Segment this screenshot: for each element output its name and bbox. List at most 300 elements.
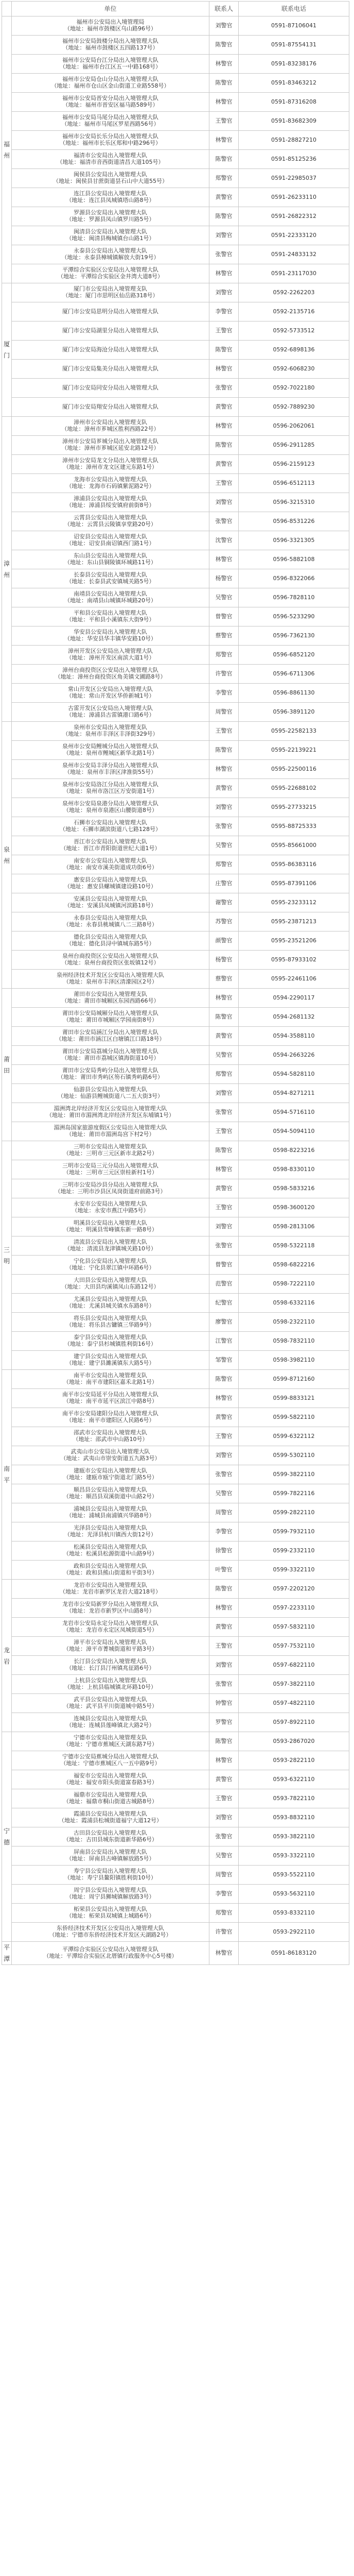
unit-name: 莆田市公安局出入境管理支队 — [74, 991, 147, 998]
contact-person: 刘警官 — [209, 16, 239, 36]
unit-address: （地址：德化县浔中镇城东路5号） — [66, 940, 155, 947]
contact-phone: 0596-8322066 — [239, 569, 349, 588]
contact-phone: 0591-26822312 — [239, 207, 349, 226]
unit-cell — [12, 341, 209, 360]
table-row — [2, 1217, 349, 1236]
contact-phone: 0595-88725333 — [239, 817, 349, 836]
unit-name: 大田县公安局出入境管理大队 — [74, 1277, 147, 1284]
contact-person: 林警官 — [209, 360, 239, 379]
unit-name: 尤溪县公安局出入境管理大队 — [74, 1296, 147, 1303]
contact-phone: 0592-7022180 — [239, 379, 349, 398]
unit-address: （地址：龙岩市新罗区龙岩大道218号） — [60, 1588, 161, 1595]
contact-phone: 0596-8861130 — [239, 684, 349, 703]
unit-name: 莆田市公安局秀屿分局出入境管理大队 — [62, 1067, 158, 1074]
unit-name: 东侨经济技术开发区公安局出入境管理大队 — [57, 1925, 164, 1932]
table-row — [2, 93, 349, 112]
unit-cell — [12, 1332, 209, 1351]
unit-address: （地址：古田县城东街道新华路6号） — [63, 1836, 157, 1843]
unit-name: 三明市公安局沙县分局出入境管理大队 — [62, 1181, 158, 1189]
contact-phone: 0594-2663226 — [239, 1046, 349, 1065]
contact-person: 庄警官 — [209, 874, 239, 893]
unit-cell — [12, 1484, 209, 1503]
unit-cell — [12, 1618, 209, 1637]
region-name: 漳州 — [3, 560, 10, 579]
contact-phone: 0596-6711306 — [239, 665, 349, 684]
contact-person: 曾警官 — [209, 1256, 239, 1275]
contact-person: 张警官 — [209, 817, 239, 836]
contact-phone: 0592-6898136 — [239, 341, 349, 360]
unit-cell — [12, 569, 209, 588]
unit-address: （地址：建宁县濉溪镇东大路5号） — [66, 1360, 155, 1366]
unit-cell — [12, 1217, 209, 1236]
contact-phone: 0593-2822110 — [239, 1751, 349, 1770]
table-row — [2, 1332, 349, 1351]
unit-cell — [12, 626, 209, 646]
contact-person: 林警官 — [209, 93, 239, 112]
contact-phone: 0599-7822116 — [239, 1484, 349, 1503]
unit-cell — [12, 836, 209, 855]
contact-person: 吴警官 — [209, 1046, 239, 1065]
unit-cell — [12, 1904, 209, 1923]
unit-address: （地址：清流县龙津镇城关路10号） — [64, 1245, 156, 1252]
unit-address: （地址：诏安县南诏镇西门路1号） — [66, 540, 155, 547]
contact-phone: 0591-83682309 — [239, 112, 349, 131]
unit-name: 寿宁县公安局出入境管理大队 — [74, 1868, 147, 1875]
contact-person: 林警官 — [209, 760, 239, 779]
unit-address: （地址：将乐县古镛镇三华路9号） — [66, 1321, 155, 1328]
unit-cell — [12, 1179, 209, 1198]
region-name: 莆田 — [3, 1055, 10, 1074]
contact-phone: 0595-22461106 — [239, 970, 349, 989]
unit-address: （地址：平潭综合实验区北厝镇行政服务中心5号楼） — [43, 1953, 178, 1959]
contact-person: 陈警官 — [209, 207, 239, 226]
unit-address: （地址：南安市溪美街道成功街6号） — [63, 864, 157, 871]
unit-name: 龙岩市公安局永定分局出入境管理大队 — [62, 1620, 158, 1627]
unit-name: 莆田市公安局城厢分局出入境管理大队 — [62, 1010, 158, 1017]
table-row — [2, 588, 349, 607]
unit-name: 南安市公安局出入境管理大队 — [74, 857, 147, 865]
unit-cell — [12, 1008, 209, 1027]
header-phone: 联系电话 — [239, 2, 349, 16]
unit-cell — [12, 1522, 209, 1541]
contact-person: 吴警官 — [209, 1846, 239, 1866]
table-row — [2, 1827, 349, 1846]
unit-address: （地址：泉州市丰泽区丰泽街329号） — [62, 731, 158, 737]
unit-address: （地址：建瓯市瓯宁街道北门路5号） — [63, 1474, 157, 1481]
unit-name: 德化县公安局出入境管理大队 — [74, 934, 147, 941]
unit-name: 福州市公安局马尾分局出入境管理大队 — [62, 114, 158, 121]
unit-address: （地址：龙海市石码镇紫泥路2号） — [66, 483, 155, 489]
unit-name: 泉州经济技术开发区公安局出入境管理大队 — [57, 972, 164, 979]
unit-name: 南平市公安局建阳分局出入境管理大队 — [62, 1410, 158, 1417]
contact-person: 廖警官 — [209, 1313, 239, 1332]
contact-phone: 0594-8271211 — [239, 1084, 349, 1103]
contact-person: 刘警官 — [209, 1446, 239, 1465]
contact-phone: 0595-87933102 — [239, 951, 349, 970]
unit-address: （地址：三明市三元区崇桂新村1号） — [63, 1169, 157, 1176]
unit-cell — [12, 951, 209, 970]
unit-cell — [12, 893, 209, 912]
table-row — [2, 760, 349, 779]
unit-address: （地址：平潭综合实验区金井湾大道8号） — [58, 273, 163, 280]
unit-name: 政和县公安局出入境管理大队 — [74, 1563, 147, 1570]
unit-name: 泉州市公安局洛江分局出入境管理大队 — [62, 781, 158, 788]
table-row — [2, 169, 349, 188]
table-row — [2, 1789, 349, 1808]
unit-address: （地址：泉州台商投资区张坂镇12号） — [61, 959, 160, 966]
contact-phone: 0596-7828110 — [239, 588, 349, 607]
unit-cell — [12, 1046, 209, 1065]
region-name: 龙岩 — [3, 1646, 10, 1665]
unit-name: 闽侯县公安局出入境管理大队 — [74, 171, 147, 178]
table-row — [2, 1618, 349, 1637]
contact-person: 黄警官 — [209, 1179, 239, 1198]
unit-cell — [12, 912, 209, 931]
unit-name: 石狮市公安局出入境管理大队 — [74, 819, 147, 826]
unit-name: 福安市公安局出入境管理大队 — [74, 1772, 147, 1780]
unit-address: （地址：光泽县杭川镇西大街12号） — [64, 1531, 156, 1538]
contact-phone: 0596-2159123 — [239, 455, 349, 474]
contact-person: 颜警官 — [209, 931, 239, 951]
table-row — [2, 131, 349, 150]
table-row — [2, 855, 349, 874]
contact-phone: 0596-6852120 — [239, 646, 349, 665]
unit-address: （地址：莆田市城厢区东园西路66号） — [61, 997, 160, 1004]
region-cell — [2, 283, 12, 417]
contact-phone: 0599-5302110 — [239, 1446, 349, 1465]
unit-cell — [12, 665, 209, 684]
unit-address: （地址：龙岩市永定区凤城街道5号） — [63, 1626, 157, 1633]
contact-phone: 0593-3822110 — [239, 1827, 349, 1846]
unit-name: 福州市公安局长乐分局出入境管理大队 — [62, 133, 158, 140]
table-row — [2, 112, 349, 131]
unit-cell — [12, 722, 209, 741]
table-row — [2, 1503, 349, 1522]
unit-name: 长汀县公安局出入境管理大队 — [74, 1658, 147, 1665]
unit-name: 福州市公安局出入境管理局 — [76, 19, 145, 26]
unit-name: 泉州市公安局鲤城分局出入境管理大队 — [62, 743, 158, 750]
unit-address: （地址：漳州市芗城区延安北路12号） — [61, 445, 160, 451]
contact-phone: 0592-2262203 — [239, 283, 349, 302]
unit-name: 漳州市公安局龙文分局出入境管理大队 — [62, 457, 158, 464]
contact-phone: 0591-26233110 — [239, 188, 349, 207]
region-cell — [2, 722, 12, 989]
contact-person: 王警官 — [209, 1122, 239, 1141]
unit-address: （地址：尤溪县城关镇水东路8号） — [66, 1302, 155, 1309]
unit-address: （地址：连江县凤城镇塔山路8号） — [66, 197, 155, 204]
contact-phone: 0595-22500116 — [239, 760, 349, 779]
contact-person: 林警官 — [209, 1751, 239, 1770]
table-row — [2, 1351, 349, 1370]
unit-cell — [12, 302, 209, 321]
unit-cell — [12, 360, 209, 379]
unit-address: （地址：连城县莲峰镇北大路2号） — [66, 1722, 155, 1728]
unit-cell — [12, 1866, 209, 1885]
unit-name: 厦门市公安局海沧分局出入境管理大队 — [62, 346, 158, 353]
unit-name: 武夷山市公安局出入境管理大队 — [70, 1448, 150, 1455]
unit-address: （地址：长泰县武安镇城关路5号） — [66, 578, 155, 585]
contact-phone: 0595-23521206 — [239, 931, 349, 951]
contact-person: 林警官 — [209, 1599, 239, 1618]
unit-name: 湄洲岛国家旅游度假区公安局出入境管理大队 — [54, 1124, 167, 1131]
unit-address: （地址：福州市鼓楼区五四路137号） — [62, 44, 158, 51]
unit-name: 霞浦县公安局出入境管理大队 — [74, 1810, 147, 1818]
table-row — [2, 1313, 349, 1332]
contact-phone: 0596-2911285 — [239, 436, 349, 455]
unit-cell — [12, 1427, 209, 1446]
contact-phone: 0596-6512113 — [239, 474, 349, 493]
unit-cell — [12, 1923, 209, 1942]
contact-phone: 0599-3822110 — [239, 1465, 349, 1484]
contact-person: 陈警官 — [209, 1370, 239, 1389]
contact-phone: 0591-87106041 — [239, 16, 349, 36]
contact-phone: 0593-8332110 — [239, 1904, 349, 1923]
contact-person: 刘警官 — [209, 1217, 239, 1236]
contact-phone: 0599-8712160 — [239, 1370, 349, 1389]
table-row — [2, 989, 349, 1008]
contact-person: 张警官 — [209, 379, 239, 398]
unit-cell — [12, 74, 209, 93]
unit-address: （地址：平和县小溪镇东大街9号） — [66, 616, 155, 623]
unit-name: 平和县公安局出入境管理大队 — [74, 609, 147, 617]
region-cell — [2, 989, 12, 1141]
contact-phone: 0594-5094110 — [239, 1122, 349, 1141]
contact-person: 刘警官 — [209, 226, 239, 245]
unit-address: （地址：永泰县樟城镇解放大街19号） — [61, 254, 160, 261]
contact-person: 许警官 — [209, 1923, 239, 1942]
table-row — [2, 1866, 349, 1885]
unit-cell — [12, 1503, 209, 1522]
unit-name: 惠安县公安局出入境管理大队 — [74, 876, 147, 884]
unit-address: （地址：龙岩市新罗区中山路8号） — [66, 1607, 155, 1614]
contact-person: 陈警官 — [209, 341, 239, 360]
contact-person: 沈警官 — [209, 531, 239, 550]
contact-person: 曾警官 — [209, 607, 239, 626]
contact-person: 罗警官 — [209, 1713, 239, 1732]
unit-name: 连江县公安局出入境管理大队 — [74, 190, 147, 197]
unit-cell — [12, 169, 209, 188]
unit-cell — [12, 455, 209, 474]
table-row — [2, 1389, 349, 1408]
contact-person: 周警官 — [209, 1503, 239, 1522]
table-row — [2, 302, 349, 321]
unit-address: （地址：泉州市丰泽区津淮街55号） — [64, 769, 156, 775]
contact-phone: 0591-83463212 — [239, 74, 349, 93]
contact-person: 叶警官 — [209, 1561, 239, 1580]
contact-person: 郑警官 — [209, 855, 239, 874]
unit-cell — [12, 1141, 209, 1160]
unit-cell — [12, 379, 209, 398]
region-cell — [2, 1141, 12, 1370]
unit-address: （地址：三明市三元区新市北路2号） — [63, 1150, 157, 1157]
contact-phone: 0596-5233290 — [239, 607, 349, 626]
table-row — [2, 1637, 349, 1656]
table-row — [2, 150, 349, 169]
contact-person: 张警官 — [209, 1675, 239, 1694]
contact-phone: 0597-4822110 — [239, 1694, 349, 1713]
region-name: 厦门 — [3, 341, 10, 359]
table-row — [2, 1923, 349, 1942]
contact-person: 徐警官 — [209, 1541, 239, 1561]
unit-address: （地址：福州市鼓楼区乌山路96号） — [64, 25, 156, 32]
unit-address: （地址：屏南县古峰镇解放路5号） — [66, 1855, 155, 1862]
unit-cell — [12, 474, 209, 493]
table-row — [2, 1580, 349, 1599]
contact-phone: 0599-2822110 — [239, 1503, 349, 1522]
unit-cell — [12, 93, 209, 112]
unit-cell — [12, 417, 209, 436]
contact-phone: 0597-8922110 — [239, 1713, 349, 1732]
unit-cell — [12, 1846, 209, 1866]
contact-phone: 0593-2922110 — [239, 1923, 349, 1942]
unit-name: 连城县公安局出入境管理大队 — [74, 1715, 147, 1722]
unit-cell — [12, 1808, 209, 1827]
unit-address: （地址：闽侯县甘蔗街道昙石山中大道55号） — [53, 178, 168, 184]
contact-person: 范警官 — [209, 1275, 239, 1294]
unit-name: 厦门市公安局出入境管理支队 — [74, 285, 147, 293]
unit-cell — [12, 817, 209, 836]
contact-person: 李警官 — [209, 302, 239, 321]
unit-name: 将乐县公安局出入境管理大队 — [74, 1315, 147, 1322]
unit-name: 南平市公安局出入境管理支队 — [74, 1372, 147, 1379]
table-row — [2, 1561, 349, 1580]
unit-address: （地址：罗源县凤山镇罗川路5号） — [66, 216, 155, 223]
unit-cell — [12, 1065, 209, 1084]
unit-name: 邵武市公安局出入境管理大队 — [74, 1429, 147, 1436]
table-row — [2, 1122, 349, 1141]
unit-address: （地址：漳平市菁城街道和平路3号） — [63, 1646, 157, 1652]
table-row — [2, 436, 349, 455]
contact-phone: 0591-87554131 — [239, 36, 349, 55]
contact-phone: 0598-6332116 — [239, 1294, 349, 1313]
unit-address: （地址：东山县铜陵镇环城路11号） — [64, 559, 156, 566]
unit-cell — [12, 245, 209, 264]
unit-cell — [12, 1827, 209, 1846]
unit-name: 泉州市公安局丰泽分局出入境管理大队 — [62, 762, 158, 769]
contact-person: 陈警官 — [209, 1732, 239, 1751]
table-row — [2, 970, 349, 989]
contact-phone: 0595-86383116 — [239, 855, 349, 874]
contact-phone: 0597-3822110 — [239, 1675, 349, 1694]
unit-cell — [12, 874, 209, 893]
contact-phone: 0596-8531226 — [239, 512, 349, 531]
contact-person: 陈警官 — [209, 36, 239, 55]
unit-cell — [12, 1389, 209, 1408]
unit-name: 南平市公安局延平分局出入境管理大队 — [62, 1391, 158, 1398]
unit-name: 湄洲湾北岸经济开发区公安局出入境管理大队 — [54, 1105, 167, 1112]
unit-name: 建宁县公安局出入境管理大队 — [74, 1353, 147, 1360]
contact-person: 张警官 — [209, 245, 239, 264]
table-row — [2, 188, 349, 207]
unit-cell — [12, 1675, 209, 1694]
unit-address: （地址：福州市台江区五一中路168号） — [60, 63, 161, 70]
unit-name: 永春县公安局出入境管理大队 — [74, 914, 147, 922]
unit-address: （地址：漳浦县古雷镇港口路6号） — [66, 711, 155, 718]
table-row — [2, 1084, 349, 1103]
contact-person: 王警官 — [209, 112, 239, 131]
contact-phone: 0596-5882108 — [239, 550, 349, 569]
table-row — [2, 1408, 349, 1427]
unit-name: 长泰县公安局出入境管理大队 — [74, 571, 147, 579]
region-cell — [2, 16, 12, 283]
unit-name: 东山县公安局出入境管理大队 — [74, 552, 147, 560]
unit-name: 安溪县公安局出入境管理大队 — [74, 895, 147, 903]
table-row — [2, 1522, 349, 1541]
unit-address: （地址：福安市阳头街道富春路3号） — [63, 1779, 157, 1786]
contact-person: 王警官 — [209, 722, 239, 741]
contact-person: 郑警官 — [209, 1904, 239, 1923]
unit-cell — [12, 703, 209, 722]
region-cell — [2, 1580, 12, 1732]
unit-cell — [12, 1256, 209, 1275]
unit-cell — [12, 588, 209, 607]
table-body — [2, 16, 349, 1965]
unit-address: （地址：华安县华丰镇华安路10号） — [64, 635, 156, 642]
contact-person: 苏警官 — [209, 912, 239, 931]
contact-person: 黄警官 — [209, 455, 239, 474]
contact-phone: 0593-8832110 — [239, 1808, 349, 1827]
unit-address: （地址：宁德市东侨经济技术开发区天湖路2号） — [49, 1931, 172, 1938]
unit-cell — [12, 1408, 209, 1427]
contact-person: 林警官 — [209, 264, 239, 283]
table-row — [2, 1599, 349, 1618]
unit-cell — [12, 1236, 209, 1256]
table-row — [2, 836, 349, 855]
unit-cell — [12, 1732, 209, 1751]
contact-person: 刘警官 — [209, 1084, 239, 1103]
unit-address: （地址：云霄县云陵镇享堂路20号） — [64, 521, 156, 528]
unit-name: 上杭县公安局出入境管理大队 — [74, 1677, 147, 1684]
table-row — [2, 1694, 349, 1713]
unit-address: （地址：南平市延平区滨江中路8号） — [63, 1398, 157, 1404]
unit-address: （地址：邵武市中山路10号） — [73, 1436, 148, 1443]
unit-name: 三明市公安局出入境管理支队 — [74, 1143, 147, 1150]
unit-cell — [12, 493, 209, 512]
unit-name: 莆田市公安局荔城分局出入境管理大队 — [62, 1048, 158, 1055]
unit-cell — [12, 321, 209, 341]
contact-person: 钟警官 — [209, 1694, 239, 1713]
unit-address: （地址：松溪县松源街道中山路9号） — [63, 1550, 157, 1557]
unit-name: 平潭综合实验区公安局出入境管理大队 — [62, 266, 158, 274]
contact-phone: 0598-2813106 — [239, 1217, 349, 1236]
contact-phone: 0599-6322112 — [239, 1427, 349, 1446]
unit-address: （地址：宁化县翠江镇中环路6号） — [66, 1264, 155, 1271]
unit-cell — [12, 264, 209, 283]
unit-address: （地址：漳州台商投资区角美镇文圃路8号） — [55, 673, 166, 680]
table-row — [2, 665, 349, 684]
contact-phone: 0593-2867020 — [239, 1732, 349, 1751]
table-row — [2, 245, 349, 264]
contact-phone: 0597-2233110 — [239, 1599, 349, 1618]
unit-name: 宁化县公安局出入境管理大队 — [74, 1258, 147, 1265]
unit-cell — [12, 512, 209, 531]
unit-address: （地址：泉州市鲤城区新华北路1号） — [63, 750, 157, 756]
unit-address: （地址：福鼎市桐山街道古城路8号） — [63, 1798, 157, 1805]
unit-cell — [12, 1103, 209, 1122]
region-name: 宁德 — [3, 1827, 10, 1846]
table-row — [2, 684, 349, 703]
contact-phone: 0593-5632110 — [239, 1885, 349, 1904]
unit-address: （地址：宁德市蕉城区八一五中路9号） — [60, 1760, 161, 1767]
contact-phone: 0597-2202120 — [239, 1580, 349, 1599]
unit-name: 福州市公安局晋安分局出入境管理大队 — [62, 95, 158, 102]
table-row — [2, 321, 349, 341]
unit-name: 泰宁县公安局出入境管理大队 — [74, 1334, 147, 1341]
contact-person: 张警官 — [209, 1827, 239, 1846]
unit-cell — [12, 607, 209, 626]
contact-person: 陈警官 — [209, 436, 239, 455]
table-row — [2, 912, 349, 931]
